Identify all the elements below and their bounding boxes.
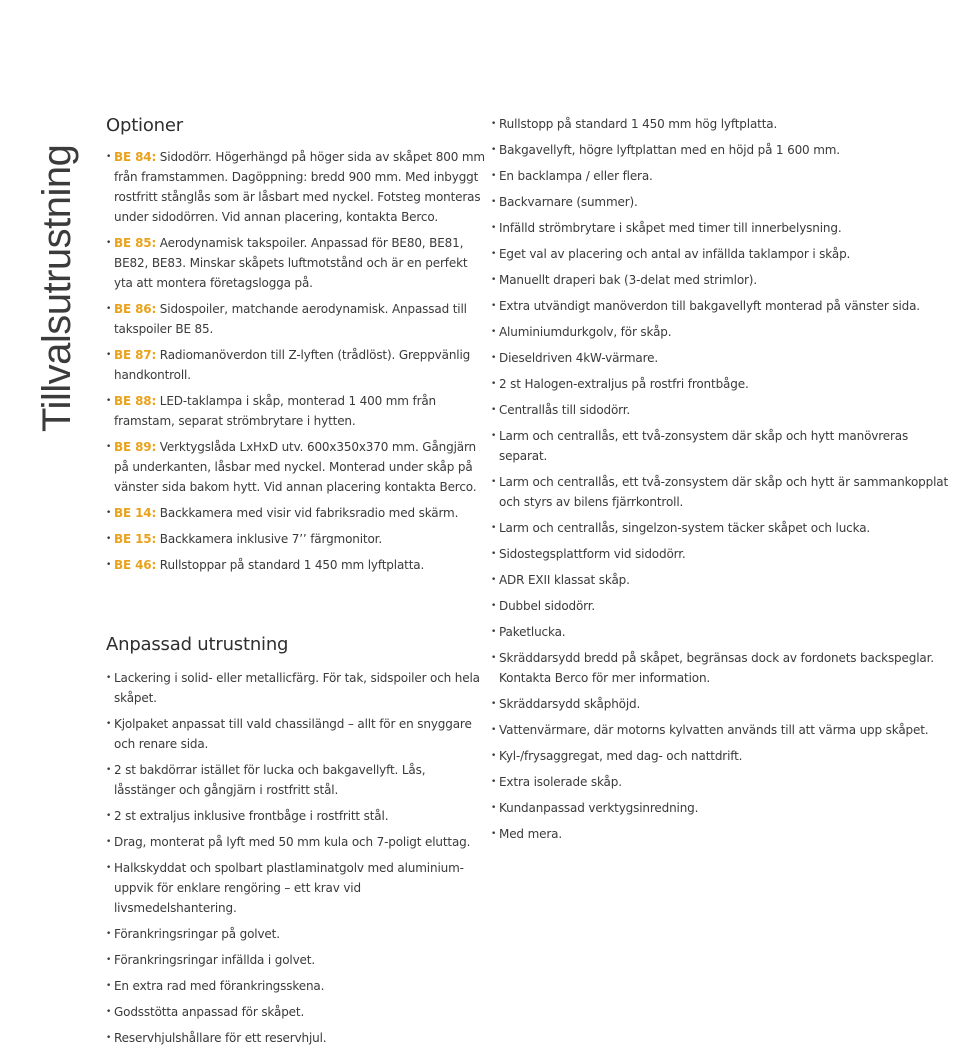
bullet-icon: • <box>106 837 112 847</box>
item-text: Kjolpaket anpassat till vald chassilängd – allt för en snyggare och renare sida. <box>114 717 472 751</box>
bullet-icon: • <box>491 777 497 787</box>
option-code: BE 84: <box>114 150 157 164</box>
option-text: LED-taklampa i skåp, monterad 1 400 mm från framstam, separat strömbrytare i hytten. <box>114 394 437 428</box>
list-item <box>491 798 951 818</box>
option-text: Sidodörr. Högerhängd på höger sida av skåpet 800 mm från framstammen. Dagöppning: bredd 900 mm. Med inbyggt rostfritt stånglås som är låsbart med nyckel. Fotsteg monteras under sidodörren. Vid annan placering, kontakta Berco. <box>114 150 485 224</box>
bullet-icon: • <box>491 575 497 585</box>
bullet-icon: • <box>491 549 497 559</box>
list-item <box>491 218 951 238</box>
list-item <box>491 400 951 420</box>
option-code: BE 85: <box>114 236 157 250</box>
option-item <box>106 437 486 497</box>
item-text: Larm och centrallås, ett två-zonsystem där skåp och hytt manövreras separat. <box>499 429 909 463</box>
bullet-icon: • <box>106 929 112 939</box>
bullet-icon: • <box>491 803 497 813</box>
option-text: Verktygslåda LxHxD utv. 600x350x370 mm. Gångjärn på underkanten, låsbar med nyckel. Monterad under skåp på vänster sida bakom hytt. Vid annan placering kontakta Berco. <box>114 440 477 494</box>
bullet-icon: • <box>106 1007 112 1017</box>
anpassad-heading: Anpassad utrustning <box>106 634 289 655</box>
bullet-icon: • <box>106 508 112 518</box>
option-code: BE 88: <box>114 394 157 408</box>
item-text: Reservhjulshållare för ett reservhjul. <box>114 1031 327 1045</box>
bullet-icon: • <box>106 981 112 991</box>
bullet-icon: • <box>491 431 497 441</box>
item-text: Skräddarsydd skåphöjd. <box>499 697 641 711</box>
bullet-icon: • <box>491 353 497 363</box>
list-item <box>491 374 951 394</box>
option-item <box>106 555 486 575</box>
option-text: Aerodynamisk takspoiler. Anpassad för BE80, BE81, BE82, BE83. Minskar skåpets luftmotstånd och är en perfekt yta att montera företagslogga på. <box>114 236 468 290</box>
list-item <box>106 1028 486 1048</box>
list-item <box>491 746 951 766</box>
list-item <box>106 950 486 970</box>
list-item <box>491 348 951 368</box>
bullet-icon: • <box>491 653 497 663</box>
item-text: Dieseldriven 4kW-värmare. <box>499 351 659 365</box>
list-item <box>491 322 951 342</box>
bullet-icon: • <box>491 327 497 337</box>
list-item <box>491 192 951 212</box>
option-code: BE 87: <box>114 348 157 362</box>
bullet-icon: • <box>106 238 112 248</box>
option-item <box>106 147 486 227</box>
item-text: En backlampa / eller flera. <box>499 169 653 183</box>
bullet-icon: • <box>491 699 497 709</box>
option-code: BE 89: <box>114 440 157 454</box>
bullet-icon: • <box>491 379 497 389</box>
item-text: Eget val av placering och antal av infällda taklampor i skåp. <box>499 247 851 261</box>
list-item <box>106 760 486 800</box>
item-text: Aluminiumdurkgolv, för skåp. <box>499 325 672 339</box>
item-text: Lackering i solid- eller metallicfärg. För tak, sidspoiler och hela skåpet. <box>114 671 480 705</box>
list-item <box>491 622 951 642</box>
list-item <box>491 772 951 792</box>
bullet-icon: • <box>106 955 112 965</box>
optioner-list <box>106 147 486 575</box>
item-text: Backvarnare (summer). <box>499 195 638 209</box>
bullet-icon: • <box>106 765 112 775</box>
item-text: Kundanpassad verktygsinredning. <box>499 801 699 815</box>
bullet-icon: • <box>491 601 497 611</box>
bullet-icon: • <box>491 171 497 181</box>
list-item <box>491 694 951 714</box>
item-text: Godsstötta anpassad för skåpet. <box>114 1005 305 1019</box>
bullet-icon: • <box>491 301 497 311</box>
bullet-icon: • <box>106 1033 112 1043</box>
option-text: Backkamera inklusive 7’’ färgmonitor. <box>156 532 383 546</box>
option-text: Rullstoppar på standard 1 450 mm lyftplatta. <box>156 558 425 572</box>
item-text: Med mera. <box>499 827 562 841</box>
list-item <box>491 518 951 538</box>
item-text: Paketlucka. <box>499 625 566 639</box>
list-item <box>491 544 951 564</box>
bullet-icon: • <box>491 477 497 487</box>
item-text: Infälld strömbrytare i skåpet med timer till innerbelysning. <box>499 221 842 235</box>
item-text: Kyl-/frysaggregat, med dag- och nattdrift. <box>499 749 743 763</box>
bullet-icon: • <box>106 811 112 821</box>
anpassad-list <box>106 668 486 1048</box>
item-text: Förankringsringar på golvet. <box>114 927 280 941</box>
option-item <box>106 529 486 549</box>
list-item <box>106 976 486 996</box>
item-text: Halkskyddat och spolbart plastlaminatgolv med aluminium- uppvik för enklare rengöring – ett krav vid livsmedelshantering. <box>114 861 464 915</box>
option-code: BE 14: <box>114 506 157 520</box>
item-text: Drag, monterat på lyft med 50 mm kula och 7-poligt eluttag. <box>114 835 471 849</box>
bullet-icon: • <box>106 350 112 360</box>
list-item <box>106 832 486 852</box>
list-item <box>491 570 951 590</box>
list-item <box>491 426 951 466</box>
option-item <box>106 391 486 431</box>
item-text: Extra isolerade skåp. <box>499 775 622 789</box>
option-item <box>106 299 486 339</box>
bullet-icon: • <box>106 534 112 544</box>
bullet-icon: • <box>106 442 112 452</box>
bullet-icon: • <box>491 145 497 155</box>
item-text: Manuellt draperi bak (3-delat med strimlor). <box>499 273 757 287</box>
option-text: Sidospoiler, matchande aerodynamisk. Anpassad till takspoiler BE 85. <box>114 302 467 336</box>
item-text: En extra rad med förankringsskena. <box>114 979 325 993</box>
bullet-icon: • <box>491 829 497 839</box>
option-item <box>106 233 486 293</box>
left-column <box>106 114 486 1054</box>
item-text: Bakgavellyft, högre lyftplattan med en höjd på 1 600 mm. <box>499 143 840 157</box>
bullet-icon: • <box>106 304 112 314</box>
bullet-icon: • <box>491 249 497 259</box>
list-item <box>106 858 486 918</box>
bullet-icon: • <box>491 119 497 129</box>
bullet-icon: • <box>491 627 497 637</box>
item-text: 2 st extraljus inklusive frontbåge i rostfritt stål. <box>114 809 389 823</box>
option-code: BE 15: <box>114 532 157 546</box>
list-item <box>491 114 951 134</box>
item-text: Skräddarsydd bredd på skåpet, begränsas dock av fordonets backspeglar. Kontakta Berco för mer information. <box>499 651 934 685</box>
list-item <box>491 296 951 316</box>
list-item <box>491 720 951 740</box>
list-item <box>491 166 951 186</box>
optioner-heading: Optioner <box>106 115 183 136</box>
bullet-icon: • <box>106 863 112 873</box>
option-code: BE 46: <box>114 558 157 572</box>
bullet-icon: • <box>491 275 497 285</box>
right-column <box>491 114 951 850</box>
option-text: Radiomanöverdon till Z-lyften (trådlöst). Greppvänlig handkontroll. <box>114 348 471 382</box>
bullet-icon: • <box>491 223 497 233</box>
bullet-icon: • <box>106 396 112 406</box>
bullet-icon: • <box>491 725 497 735</box>
list-item <box>491 270 951 290</box>
list-item <box>491 140 951 160</box>
bullet-icon: • <box>106 152 112 162</box>
item-text: Sidostegsplattform vid sidodörr. <box>499 547 686 561</box>
bullet-icon: • <box>106 673 112 683</box>
list-item <box>491 648 951 688</box>
item-text: Larm och centrallås, singelzon-system täcker skåpet och lucka. <box>499 521 871 535</box>
item-text: 2 st bakdörrar istället för lucka och bakgavellyft. Lås, låsstänger och gångjärn i rostfritt stål. <box>114 763 426 797</box>
side-title: Tillvalsutrustning <box>35 144 79 432</box>
option-item <box>106 503 486 523</box>
option-text: Backkamera med visir vid fabriksradio med skärm. <box>156 506 459 520</box>
item-text: 2 st Halogen-extraljus på rostfri frontbåge. <box>499 377 749 391</box>
list-item <box>106 924 486 944</box>
list-item <box>491 824 951 844</box>
bullet-icon: • <box>106 719 112 729</box>
item-text: Larm och centrallås, ett två-zonsystem där skåp och hytt är sammankopplat och styrs av bilens fjärrkontroll. <box>499 475 949 509</box>
item-text: Förankringsringar infällda i golvet. <box>114 953 316 967</box>
option-code: BE 86: <box>114 302 157 316</box>
item-text: Extra utvändigt manöverdon till bakgavellyft monterad på vänster sida. <box>499 299 920 313</box>
list-item <box>491 244 951 264</box>
list-item <box>106 714 486 754</box>
list-item <box>491 596 951 616</box>
item-text: Rullstopp på standard 1 450 mm hög lyftplatta. <box>499 117 778 131</box>
list-item <box>106 1002 486 1022</box>
bullet-icon: • <box>491 405 497 415</box>
bullet-icon: • <box>491 523 497 533</box>
item-text: ADR EXII klassat skåp. <box>499 573 630 587</box>
right-list <box>491 114 951 844</box>
item-text: Dubbel sidodörr. <box>499 599 596 613</box>
bullet-icon: • <box>491 197 497 207</box>
bullet-icon: • <box>106 560 112 570</box>
list-item <box>491 472 951 512</box>
list-item <box>106 668 486 708</box>
list-item <box>106 806 486 826</box>
item-text: Vattenvärmare, där motorns kylvatten används till att värma upp skåpet. <box>499 723 929 737</box>
bullet-icon: • <box>491 751 497 761</box>
option-item <box>106 345 486 385</box>
item-text: Centrallås till sidodörr. <box>499 403 631 417</box>
